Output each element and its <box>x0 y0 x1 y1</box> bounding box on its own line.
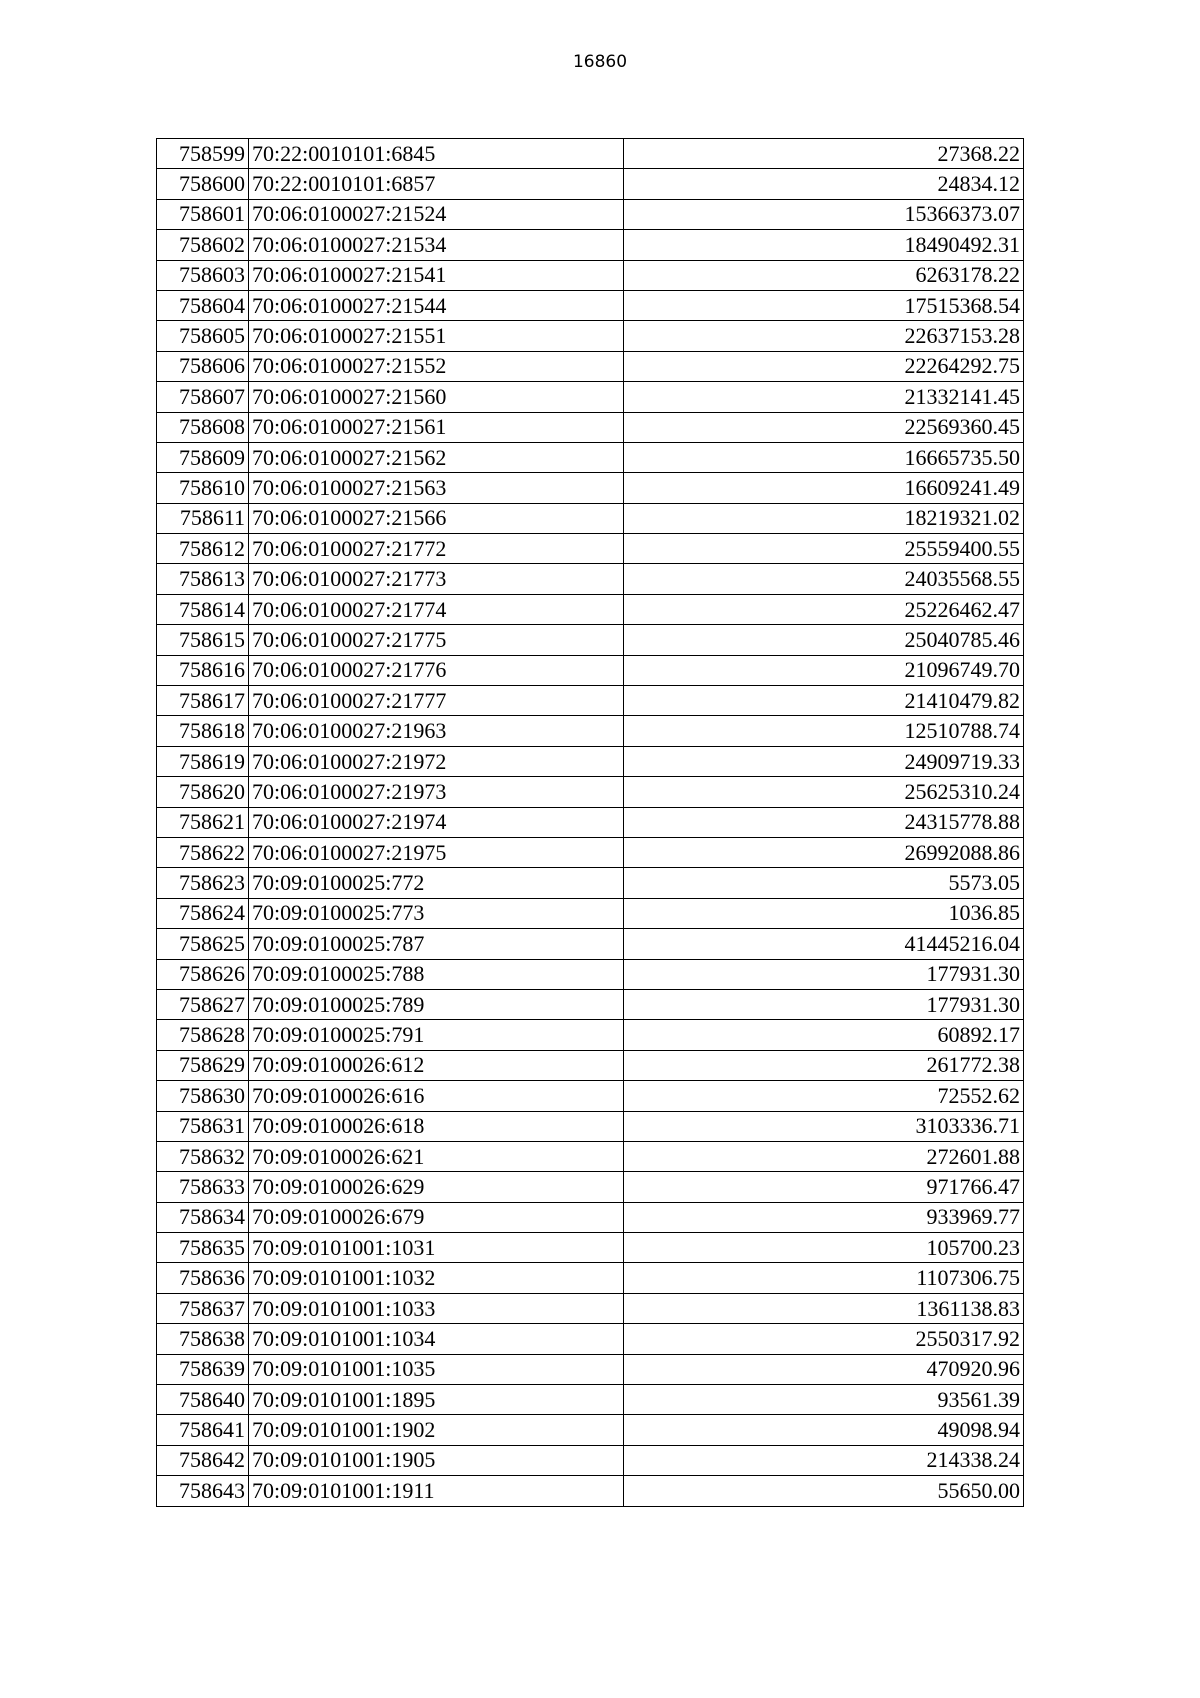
cadastral-value-cell: 1107306.75 <box>624 1263 1024 1293</box>
cadastral-number-cell: 70:06:0100027:21973 <box>249 777 624 807</box>
row-number-cell: 758609 <box>157 442 249 472</box>
row-number-cell: 758636 <box>157 1263 249 1293</box>
cadastral-value-cell: 26992088.86 <box>624 837 1024 867</box>
row-number-cell: 758628 <box>157 1020 249 1050</box>
cadastral-number-cell: 70:09:0101001:1905 <box>249 1445 624 1475</box>
cadastral-number-cell: 70:06:0100027:21972 <box>249 746 624 776</box>
row-number-cell: 758638 <box>157 1324 249 1354</box>
table-row <box>157 777 1024 807</box>
cadastral-value-cell: 49098.94 <box>624 1415 1024 1445</box>
table-row <box>157 1081 1024 1111</box>
cadastral-number-cell: 70:06:0100027:21773 <box>249 564 624 594</box>
table-row <box>157 1324 1024 1354</box>
table-row <box>157 321 1024 351</box>
row-number-cell: 758637 <box>157 1293 249 1323</box>
row-number-cell: 758625 <box>157 929 249 959</box>
page-number: 16860 <box>572 52 628 72</box>
table-row <box>157 1202 1024 1232</box>
cadastral-number-cell: 70:09:0101001:1031 <box>249 1233 624 1263</box>
row-number-cell: 758634 <box>157 1202 249 1232</box>
row-number-cell: 758623 <box>157 868 249 898</box>
table-row <box>157 686 1024 716</box>
table-row <box>157 169 1024 199</box>
cadastral-number-cell: 70:06:0100027:21775 <box>249 625 624 655</box>
row-number-cell: 758643 <box>157 1476 249 1506</box>
cadastral-number-cell: 70:09:0100025:787 <box>249 929 624 959</box>
table-row <box>157 594 1024 624</box>
cadastral-value-cell: 470920.96 <box>624 1354 1024 1384</box>
row-number-cell: 758626 <box>157 959 249 989</box>
cadastral-number-cell: 70:06:0100027:21561 <box>249 412 624 442</box>
table-row <box>157 1293 1024 1323</box>
cadastral-number-cell: 70:06:0100027:21566 <box>249 503 624 533</box>
cadastral-number-cell: 70:09:0101001:1911 <box>249 1476 624 1506</box>
row-number-cell: 758603 <box>157 260 249 290</box>
cadastral-value-cell: 21410479.82 <box>624 686 1024 716</box>
cadastral-number-cell: 70:22:0010101:6857 <box>249 169 624 199</box>
table-row <box>157 716 1024 746</box>
table-row <box>157 959 1024 989</box>
cadastral-number-cell: 70:09:0100026:612 <box>249 1050 624 1080</box>
table-row <box>157 837 1024 867</box>
cadastral-value-cell: 21096749.70 <box>624 655 1024 685</box>
table-row <box>157 1476 1024 1506</box>
table-row <box>157 1050 1024 1080</box>
cadastral-value-cell: 5573.05 <box>624 868 1024 898</box>
cadastral-value-cell: 41445216.04 <box>624 929 1024 959</box>
table-row <box>157 139 1024 169</box>
cadastral-number-cell: 70:09:0101001:1032 <box>249 1263 624 1293</box>
cadastral-value-cell: 105700.23 <box>624 1233 1024 1263</box>
cadastral-number-cell: 70:09:0100025:772 <box>249 868 624 898</box>
cadastral-value-cell: 27368.22 <box>624 139 1024 169</box>
cadastral-number-cell: 70:06:0100027:21560 <box>249 382 624 412</box>
row-number-cell: 758624 <box>157 898 249 928</box>
table-row <box>157 655 1024 685</box>
cadastral-number-cell: 70:09:0101001:1895 <box>249 1385 624 1415</box>
row-number-cell: 758617 <box>157 686 249 716</box>
table-row <box>157 625 1024 655</box>
cadastral-value-cell: 16665735.50 <box>624 442 1024 472</box>
table-row <box>157 1233 1024 1263</box>
cadastral-value-cell: 1361138.83 <box>624 1293 1024 1323</box>
cadastral-number-cell: 70:06:0100027:21777 <box>249 686 624 716</box>
cadastral-number-cell: 70:09:0100026:621 <box>249 1141 624 1171</box>
row-number-cell: 758620 <box>157 777 249 807</box>
table-row <box>157 898 1024 928</box>
table-row <box>157 868 1024 898</box>
row-number-cell: 758627 <box>157 989 249 1019</box>
row-number-cell: 758607 <box>157 382 249 412</box>
table-body <box>157 139 1024 1507</box>
row-number-cell: 758635 <box>157 1233 249 1263</box>
cadastral-value-cell: 25226462.47 <box>624 594 1024 624</box>
table-row <box>157 534 1024 564</box>
table-row <box>157 1263 1024 1293</box>
row-number-cell: 758640 <box>157 1385 249 1415</box>
cadastral-value-cell: 214338.24 <box>624 1445 1024 1475</box>
table-row <box>157 1141 1024 1171</box>
table-row <box>157 1172 1024 1202</box>
cadastral-number-cell: 70:06:0100027:21963 <box>249 716 624 746</box>
cadastral-value-cell: 2550317.92 <box>624 1324 1024 1354</box>
cadastral-value-cell: 72552.62 <box>624 1081 1024 1111</box>
table-row <box>157 382 1024 412</box>
cadastral-value-cell: 22264292.75 <box>624 351 1024 381</box>
cadastral-number-cell: 70:09:0100025:789 <box>249 989 624 1019</box>
cadastral-number-cell: 70:06:0100027:21551 <box>249 321 624 351</box>
cadastral-value-cell: 177931.30 <box>624 959 1024 989</box>
row-number-cell: 758602 <box>157 230 249 260</box>
row-number-cell: 758631 <box>157 1111 249 1141</box>
row-number-cell: 758629 <box>157 1050 249 1080</box>
cadastral-value-cell: 12510788.74 <box>624 716 1024 746</box>
row-number-cell: 758639 <box>157 1354 249 1384</box>
cadastral-number-cell: 70:06:0100027:21552 <box>249 351 624 381</box>
cadastral-value-cell: 261772.38 <box>624 1050 1024 1080</box>
table-row <box>157 807 1024 837</box>
row-number-cell: 758600 <box>157 169 249 199</box>
cadastral-value-cell: 933969.77 <box>624 1202 1024 1232</box>
cadastral-number-cell: 70:09:0101001:1033 <box>249 1293 624 1323</box>
table-row <box>157 503 1024 533</box>
cadastral-number-cell: 70:09:0100025:773 <box>249 898 624 928</box>
cadastral-number-cell: 70:06:0100027:21776 <box>249 655 624 685</box>
cadastral-number-cell: 70:09:0101001:1035 <box>249 1354 624 1384</box>
table-row <box>157 564 1024 594</box>
cadastral-number-cell: 70:09:0100025:788 <box>249 959 624 989</box>
table-row <box>157 290 1024 320</box>
cadastral-number-cell: 70:06:0100027:21524 <box>249 199 624 229</box>
row-number-cell: 758621 <box>157 807 249 837</box>
cadastral-value-cell: 25559400.55 <box>624 534 1024 564</box>
row-number-cell: 758601 <box>157 199 249 229</box>
cadastral-value-cell: 1036.85 <box>624 898 1024 928</box>
table-row <box>157 442 1024 472</box>
cadastral-value-cell: 21332141.45 <box>624 382 1024 412</box>
cadastral-value-cell: 24909719.33 <box>624 746 1024 776</box>
row-number-cell: 758612 <box>157 534 249 564</box>
table-row <box>157 230 1024 260</box>
row-number-cell: 758606 <box>157 351 249 381</box>
cadastral-value-cell: 22569360.45 <box>624 412 1024 442</box>
cadastral-value-cell: 272601.88 <box>624 1141 1024 1171</box>
cadastral-number-cell: 70:06:0100027:21563 <box>249 473 624 503</box>
cadastral-number-cell: 70:09:0100025:791 <box>249 1020 624 1050</box>
row-number-cell: 758630 <box>157 1081 249 1111</box>
cadastral-value-cell: 16609241.49 <box>624 473 1024 503</box>
row-number-cell: 758616 <box>157 655 249 685</box>
cadastral-value-cell: 15366373.07 <box>624 199 1024 229</box>
cadastral-value-cell: 60892.17 <box>624 1020 1024 1050</box>
table-row <box>157 1445 1024 1475</box>
cadastral-number-cell: 70:06:0100027:21534 <box>249 230 624 260</box>
cadastral-number-cell: 70:22:0010101:6845 <box>249 139 624 169</box>
row-number-cell: 758642 <box>157 1445 249 1475</box>
cadastral-value-cell: 55650.00 <box>624 1476 1024 1506</box>
cadastral-number-cell: 70:06:0100027:21544 <box>249 290 624 320</box>
table-row <box>157 746 1024 776</box>
cadastral-number-cell: 70:06:0100027:21772 <box>249 534 624 564</box>
table-row <box>157 1111 1024 1141</box>
row-number-cell: 758632 <box>157 1141 249 1171</box>
table-row <box>157 351 1024 381</box>
cadastral-value-cell: 25040785.46 <box>624 625 1024 655</box>
row-number-cell: 758611 <box>157 503 249 533</box>
table-row <box>157 1354 1024 1384</box>
row-number-cell: 758615 <box>157 625 249 655</box>
cadastral-value-cell: 971766.47 <box>624 1172 1024 1202</box>
cadastral-value-cell: 18490492.31 <box>624 230 1024 260</box>
table-row <box>157 989 1024 1019</box>
row-number-cell: 758618 <box>157 716 249 746</box>
cadastral-value-cell: 18219321.02 <box>624 503 1024 533</box>
row-number-cell: 758633 <box>157 1172 249 1202</box>
cadastral-value-cell: 93561.39 <box>624 1385 1024 1415</box>
cadastral-number-cell: 70:06:0100027:21974 <box>249 807 624 837</box>
cadastral-number-cell: 70:09:0100026:679 <box>249 1202 624 1232</box>
cadastral-value-cell: 17515368.54 <box>624 290 1024 320</box>
cadastral-value-cell: 22637153.28 <box>624 321 1024 351</box>
cadastral-number-cell: 70:06:0100027:21562 <box>249 442 624 472</box>
cadastral-value-cell: 24315778.88 <box>624 807 1024 837</box>
row-number-cell: 758604 <box>157 290 249 320</box>
cadastral-value-cell: 177931.30 <box>624 989 1024 1019</box>
row-number-cell: 758614 <box>157 594 249 624</box>
cadastral-number-cell: 70:09:0101001:1902 <box>249 1415 624 1445</box>
table-row <box>157 412 1024 442</box>
row-number-cell: 758610 <box>157 473 249 503</box>
cadastral-number-cell: 70:09:0101001:1034 <box>249 1324 624 1354</box>
cadastral-number-cell: 70:06:0100027:21541 <box>249 260 624 290</box>
row-number-cell: 758641 <box>157 1415 249 1445</box>
table-row <box>157 199 1024 229</box>
table-row <box>157 1020 1024 1050</box>
row-number-cell: 758622 <box>157 837 249 867</box>
cadastral-value-cell: 3103336.71 <box>624 1111 1024 1141</box>
row-number-cell: 758599 <box>157 139 249 169</box>
table-row <box>157 1415 1024 1445</box>
table-row <box>157 260 1024 290</box>
table-row <box>157 929 1024 959</box>
cadastral-number-cell: 70:09:0100026:629 <box>249 1172 624 1202</box>
row-number-cell: 758619 <box>157 746 249 776</box>
table-row <box>157 1385 1024 1415</box>
cadastral-value-cell: 24834.12 <box>624 169 1024 199</box>
cadastral-number-cell: 70:09:0100026:616 <box>249 1081 624 1111</box>
row-number-cell: 758613 <box>157 564 249 594</box>
cadastral-value-cell: 25625310.24 <box>624 777 1024 807</box>
cadastral-number-cell: 70:06:0100027:21774 <box>249 594 624 624</box>
cadastral-number-cell: 70:06:0100027:21975 <box>249 837 624 867</box>
row-number-cell: 758608 <box>157 412 249 442</box>
row-number-cell: 758605 <box>157 321 249 351</box>
cadastral-value-cell: 24035568.55 <box>624 564 1024 594</box>
cadastral-value-cell: 6263178.22 <box>624 260 1024 290</box>
cadastral-number-cell: 70:09:0100026:618 <box>249 1111 624 1141</box>
cadastral-value-table <box>156 138 1024 1507</box>
table-row <box>157 473 1024 503</box>
